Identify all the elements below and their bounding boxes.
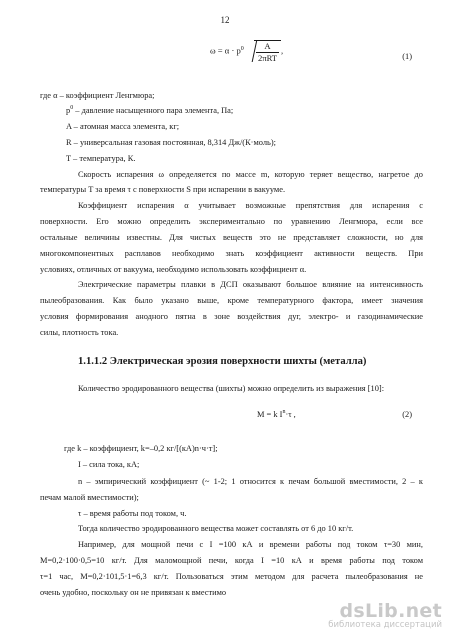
para2-line4: многокомпонентных расплавов необходимо знать коэффициент активности веществ. При [40,249,423,258]
def-r: R – универсальная газовая постоянная, 8,314 Дж/(К·моль); [66,138,276,147]
sqrt-symbol [254,40,284,63]
formula1-tail: , [281,45,284,56]
para6-line1: Например, для мощной печи с I =100 кА и времени работы под током τ=30 мин, [78,540,423,549]
formula1-lhs: ω = α · [210,45,235,56]
def2-i: I – сила тока, кА; [78,460,140,469]
def2-k: где k – коэффициент, k=–0,2 кг/[(кА)n·ч·т]; [64,444,218,453]
para3-line3: условия формирования анодного пятна в зоне воздействия дуг, электро- и газодинамические [40,312,423,321]
def-a: A – атомная масса элемента, кг; [66,122,180,131]
para1-line2: температуры T за время τ с поверхности S при испарении в вакууме. [40,185,286,194]
formula-langmuir [210,40,283,63]
def2-tau: τ – время работы под током, ч. [78,509,187,518]
para2-line5: условиях, отличных от вакуума, необходимо использовать коэффициент α. [40,265,307,274]
para3-line1: Электрические параметры плавки в ДСП оказывают большое влияние на интенсивность [78,280,423,289]
watermark-subtitle: библиотека диссертаций [328,620,442,631]
para6-line3: τ=1 час, M=0,2·101,5·1=6,3 кг/т. Пользоваться этим методом для расчета пылеобразования не [40,572,423,581]
watermark [328,600,442,631]
page-number: 12 [220,15,230,25]
formula1-p-sup: 0 [240,45,244,52]
formula1-denominator: 2πRT [257,52,278,63]
para3-line4: силы, плотность тока. [40,328,119,337]
para6-line4: очень удобно, поскольку он не привязан к вместимо [40,588,227,597]
para3-line2: пылеобразования. Как было указано выше, кроме температурного фактора, имеет значения [40,296,423,305]
formula1-numerator: A [256,41,279,53]
para2-line3: остальные величины известны. Для чистых веществ это не представляет сложности, но для [40,233,423,242]
def-p0: $р^0$ – давление насыщенного пара элемента, Па; [66,105,234,115]
para4: Количество эродированного вещества (шихты) можно определить из выражения [10]: [78,384,385,393]
para1-line1: Скорость испарения ω определяется по массе m, которую теряет вещество, нагретое до [78,170,423,179]
para6-line2: M=0,2·100·0,5=10 кг/т. Для маломощной печи, когда I =10 кА и время работы под током [40,556,423,565]
def2-n-cont: печам малой вместимости); [40,493,139,502]
def-t: T – температура, К. [66,154,136,163]
para2-line2: поверхности. Его можно определить экспериментально по уравнению Ленгмюра, если все [40,217,423,226]
equation-number-1: (1) [402,52,412,61]
def-alpha: где α – коэффициент Ленгмюра; [40,91,155,100]
section-heading: 1.1.1.2 Электрическая эрозия поверхности шихты (металла) [78,356,367,367]
def2-n: n – эмпирический коэффициент (~ 1-2; 1 относится к печам большой вместимости, 2 – к [78,477,423,486]
formula-erosion: M = k $I^n\cdot\tau$ , [257,409,296,419]
equation-number-2: (2) [402,410,412,419]
para5: Тогда количество эродированного вещества может составлять от 6 до 10 кг/т. [78,524,354,533]
formula1-p: p [236,45,241,56]
watermark-logo: dsLib.net [339,599,442,622]
para2-line1: Коэффициент испарения α учитывает возможные препятствия для испарения с [78,201,423,210]
